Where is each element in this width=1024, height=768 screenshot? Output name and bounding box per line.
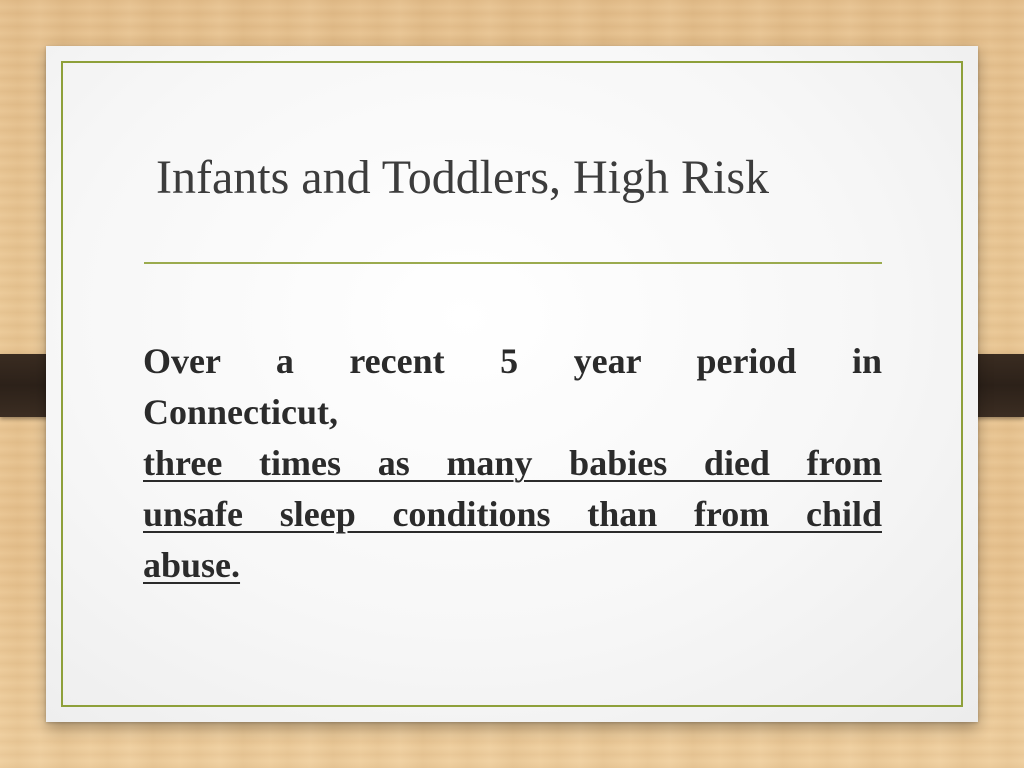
slide-title: Infants and Toddlers, High Risk — [156, 151, 770, 204]
slide-card — [46, 46, 978, 722]
intro-line-2: Connecticut, — [143, 392, 338, 432]
emphasis-line-3: abuse. — [143, 545, 241, 585]
intro-line-1: Over a recent 5 year period in — [143, 341, 882, 381]
emphasis-line-2: unsafe sleep conditions than from child — [143, 494, 882, 534]
title-divider — [144, 262, 882, 264]
slide-body — [143, 336, 882, 591]
emphasis-line-1: three times as many babies died from — [143, 443, 882, 483]
